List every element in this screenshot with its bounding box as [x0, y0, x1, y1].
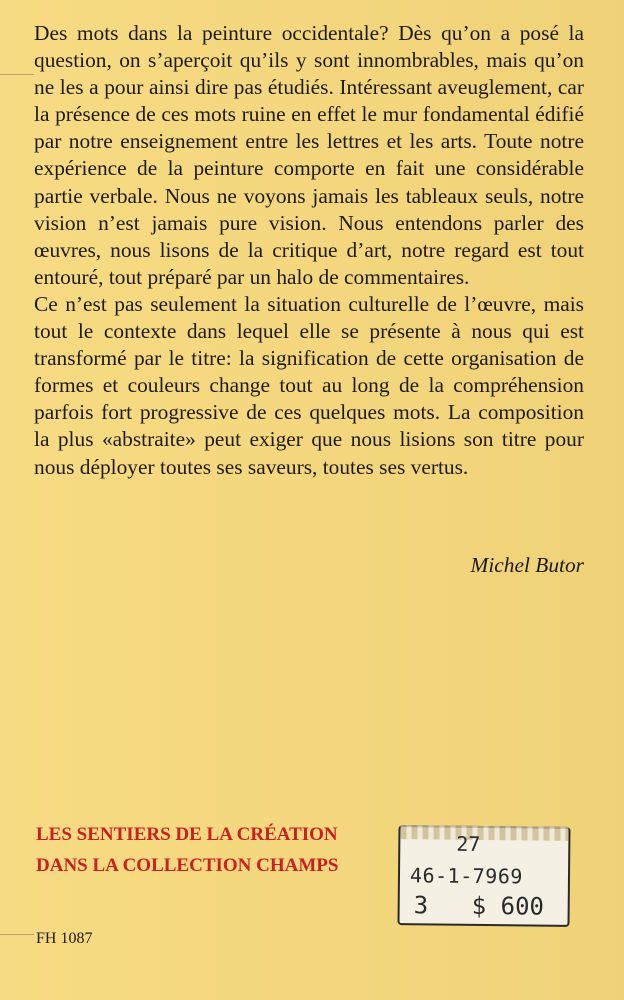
back-cover-blurb [34, 20, 584, 481]
author-signature: Michel Butor [470, 553, 584, 577]
sticker-code: 46-1-7969 [409, 863, 523, 889]
series-title [36, 819, 338, 881]
torn-label-edge [400, 825, 568, 841]
catalog-code: FH 1087 [36, 930, 93, 947]
sticker-price: $ 600 [471, 891, 545, 921]
blurb-paragraph-2: Ce n’est pas seulement la situation culturelle de l’œuvre, mais tout le contexte dans lequel elle se présente à nous qui est transformé par le titre: la signification de cette organisation de formes et couleurs change tout au long de la compréhension parfois fort progressive de ces quelques mots. La composition la plus «abstraite» peut exiger que nous lisions son titre pour nous déployer toutes ses saveurs, toutes ses vertus. [34, 291, 584, 479]
series-line-1: LES SENTIERS DE LA CRÉATION [36, 824, 338, 845]
sticker-number: 27 [456, 831, 481, 856]
series-line-2: DANS LA COLLECTION CHAMPS [36, 855, 339, 876]
fold-crease [0, 74, 34, 75]
price-sticker [397, 825, 570, 927]
blurb-paragraph-1: Des mots dans la peinture occidentale? Dès qu’on a posé la question, on s’aperçoit qu’ils y sont innombrables, mais qu’on ne les a pour ainsi dire pas étudiés. Intéressant aveuglement, car la présence de ces mots ruine en effet le mur fondamental édifié par notre enseignement entre les lettres et les arts. Toute notre expérience de la peinture comporte en fait une considérable partie verbale. Nous ne voyons jamais les tableaux seuls, notre vision n’est jamais pure vision. Nous entendons parler des œuvres, nous lisons de la critique d’art, notre regard est tout entouré, tout préparé par un halo de commentaires. [34, 21, 584, 289]
fold-crease [0, 934, 34, 935]
sticker-mark: 3 [413, 891, 429, 920]
